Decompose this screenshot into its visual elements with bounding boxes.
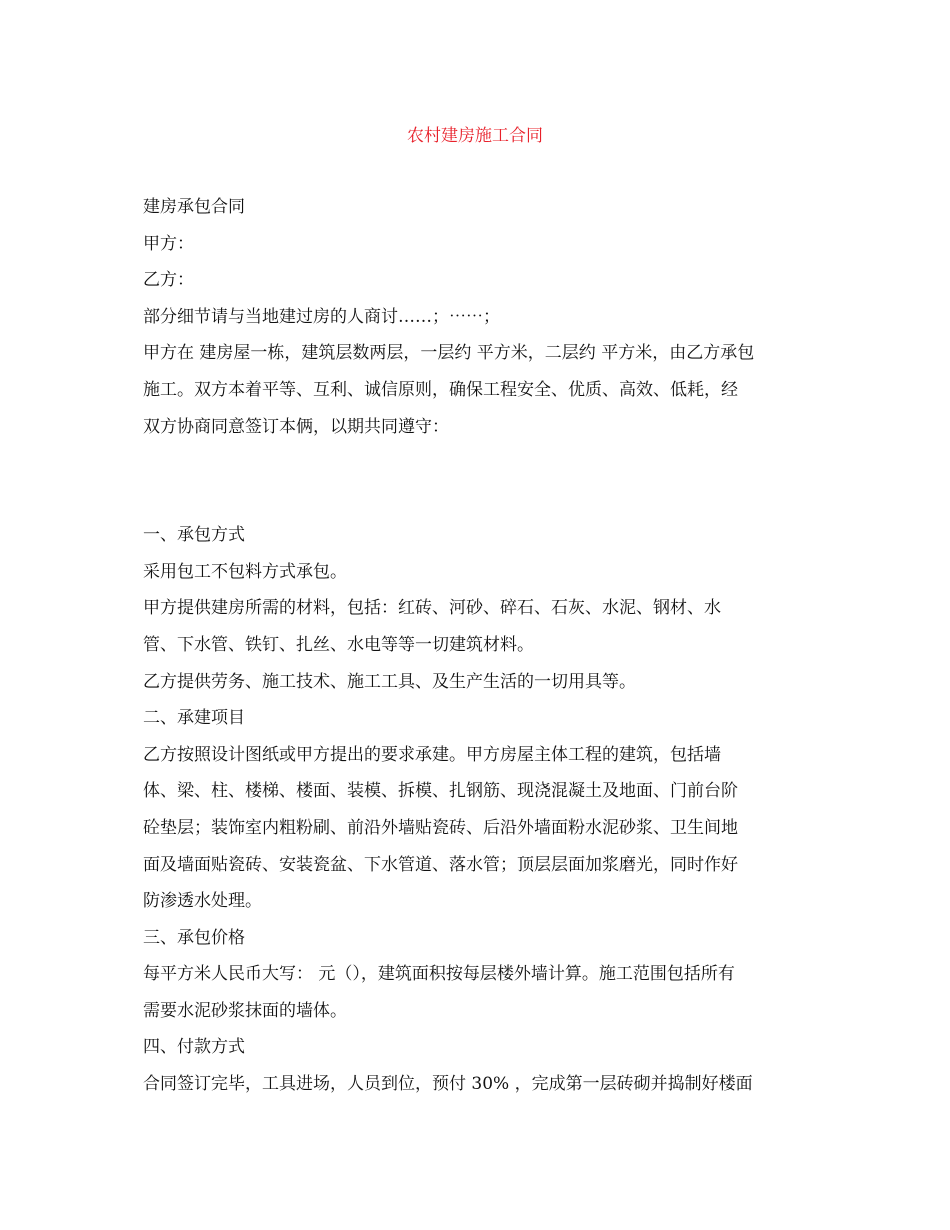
section-heading: 一、承包方式 xyxy=(143,525,245,546)
paragraph-line: 建房承包合同 xyxy=(143,197,245,217)
paragraph-line: 防渗透水处理。 xyxy=(143,891,262,912)
paragraph-line: 需要水泥砂浆抹面的墙体。 xyxy=(143,1000,347,1021)
document-body xyxy=(143,196,813,1110)
paragraph-line: 双方协商同意签订本俩，以期共同遵守： xyxy=(143,416,449,437)
paragraph-line: 合同签订完毕，工具进场，人员到位，预付 30% ，完成第一层砖砌并捣制好楼面 xyxy=(143,1074,753,1095)
paragraph-line: 甲方在 建房屋一栋，建筑层数两层，一层约 平方米，二层约 平方米，由乙方承包 xyxy=(143,343,755,364)
paragraph-line: 乙方： xyxy=(143,270,194,291)
section-heading: 二、承建项目 xyxy=(143,708,245,729)
paragraph-spacer xyxy=(143,452,813,524)
paragraph-line: 采用包工不包料方式承包。 xyxy=(143,561,347,582)
paragraph-line: 体、梁、柱、楼梯、楼面、装模、拆模、扎钢筋、现浇混凝土及地面、门前台阶 xyxy=(143,781,738,802)
section-heading: 三、承包价格 xyxy=(143,927,245,948)
paragraph-line: 部分细节请与当地建过房的人商讨……；⋯⋯； xyxy=(143,306,500,327)
paragraph-line: 甲方提供建房所需的材料，包括：红砖、河砂、碎石、石灰、水泥、钢材、水 xyxy=(143,598,721,619)
paragraph-line: 施工。双方本着平等、互利、诚信原则，确保工程安全、优质、高效、低耗，经 xyxy=(143,379,738,400)
paragraph-line: 乙方提供劳务、施工技术、施工工具、及生产生活的一切用具等。 xyxy=(143,671,636,692)
paragraph-line: 乙方按照设计图纸或甲方提出的要求承建。甲方房屋主体工程的建筑，包括墙 xyxy=(143,744,721,765)
section-heading: 四、付款方式 xyxy=(143,1037,245,1058)
paragraph-line: 管、下水管、铁钉、扎丝、水电等等一切建筑材料。 xyxy=(143,634,534,655)
paragraph-line: 面及墙面贴瓷砖、安装瓷盆、下水管道、落水管；顶层层面加浆磨光，同时作好 xyxy=(143,854,738,875)
paragraph-line: 甲方： xyxy=(143,233,194,254)
paragraph-line: 砼垫层；装饰室内粗粉刷、前沿外墙贴瓷砖、后沿外墙面粉水泥砂浆、卫生间地 xyxy=(143,817,738,838)
document-title: 农村建房施工合同 xyxy=(407,126,543,146)
paragraph-line: 每平方米人民币大写： 元（），建筑面积按每层楼外墙计算。施工范围包括所有 xyxy=(143,964,735,985)
